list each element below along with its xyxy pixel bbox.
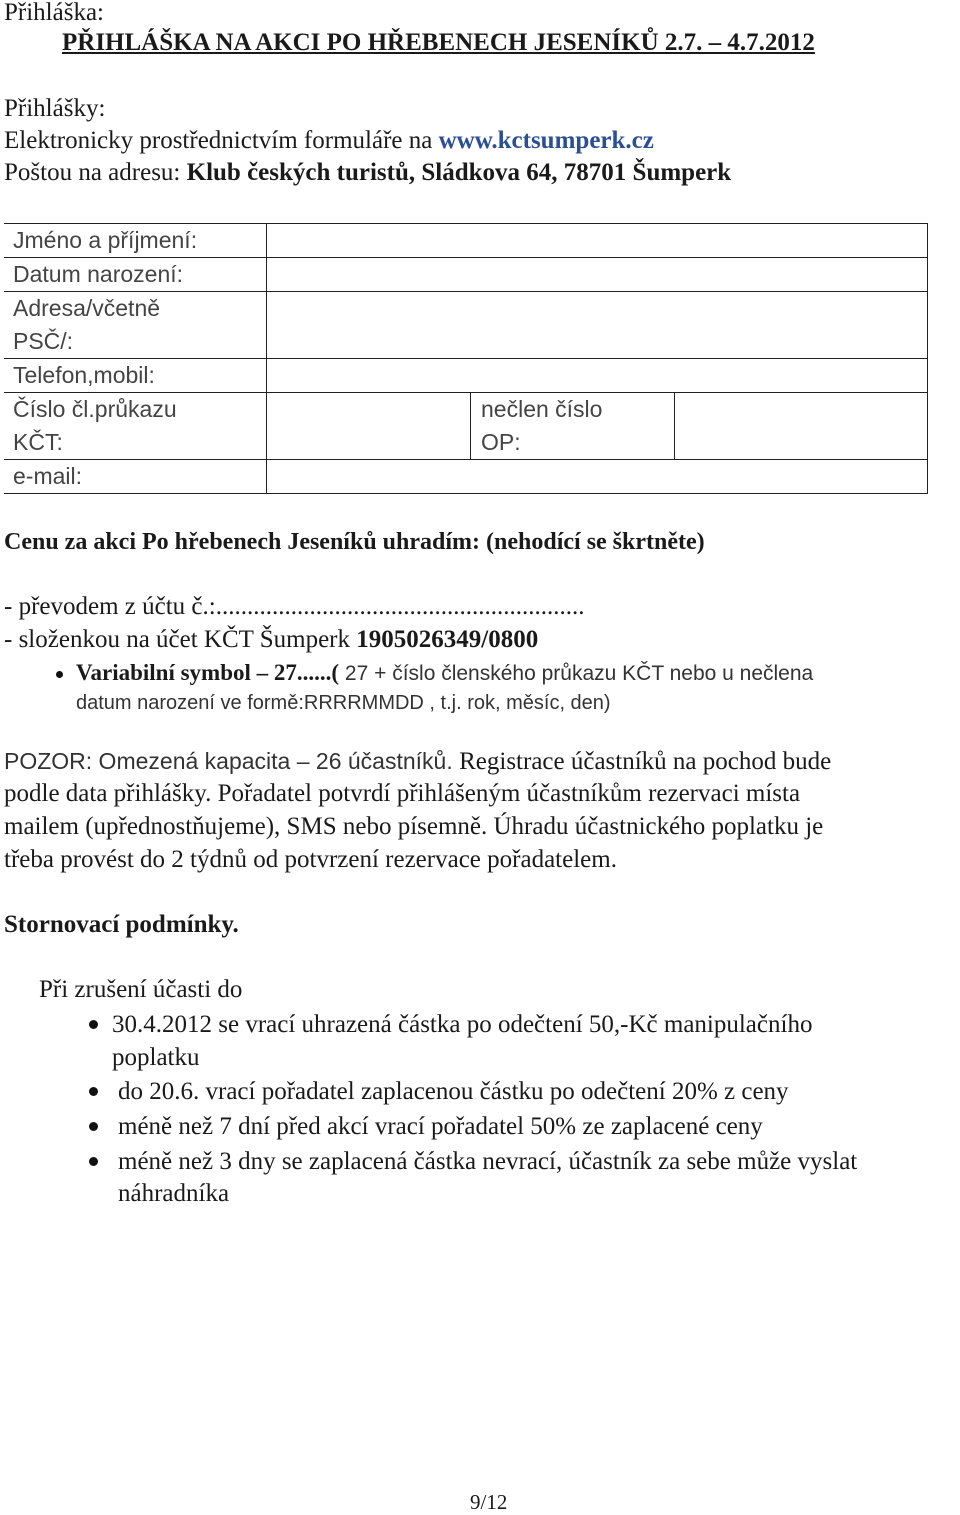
card-field[interactable] xyxy=(267,393,471,460)
storno-intro: Při zrušení účasti do xyxy=(39,976,243,1003)
card-label-line2: KČT: xyxy=(13,429,63,455)
address-label-line1: Adresa/včetně xyxy=(13,295,161,321)
post-prefix: Poštou na adresu: xyxy=(4,159,187,186)
birth-field[interactable] xyxy=(267,258,928,292)
bullet-icon xyxy=(89,1087,98,1096)
payment-heading: Cenu za akci Po hřebenech Jeseníků uhradím: (nehodící se škrtněte) xyxy=(4,529,705,555)
slip-prefix: - složenkou na účet KČT Šumperk xyxy=(4,626,357,653)
nonmember-op-field[interactable] xyxy=(675,393,928,460)
vs-line2: datum narození ve formě:RRRRMMDD , t.j. rok, měsíc, den) xyxy=(76,692,611,714)
website-link[interactable]: www.kctsumperk.cz xyxy=(438,127,654,154)
page-title: PŘIHLÁŠKA NA AKCI PO HŘEBENECH JESENÍKŮ 2.7. – 4.7.2012 xyxy=(62,29,815,56)
nonmember-label-line1: nečlen číslo xyxy=(481,396,603,422)
label-prihlaska: Přihláška: xyxy=(4,0,104,26)
storno-heading: Stornovací podmínky. xyxy=(4,911,239,938)
storno-item-1-cont: poplatku xyxy=(112,1044,200,1071)
storno-item-4: méně než 3 dny se zaplacená částka nevrací, účastník za sebe může vyslat xyxy=(118,1148,858,1175)
vs-bold: Variabilní symbol – 27......( xyxy=(76,660,340,685)
storno-item-2: do 20.6. vrací pořadatel zaplacenou částku po odečtení 20% z ceny xyxy=(118,1078,789,1105)
address-label xyxy=(4,292,267,359)
vs-rest: 27 + číslo členského průkazu KČT nebo u nečlena xyxy=(339,662,814,685)
vs-line xyxy=(76,658,813,689)
payment-transfer: - převodem z účtu č.:........................................................... xyxy=(4,593,585,620)
name-field[interactable] xyxy=(267,224,928,258)
notice-line2: podle data přihlášky. Pořadatel potvrdí přihlášeným účastníkům rezervaci místa xyxy=(4,780,801,807)
bullet-icon xyxy=(89,1020,98,1029)
payment-slip xyxy=(4,625,538,655)
notice-capacity: POZOR: Omezená kapacita – 26 účastníků. xyxy=(4,748,460,774)
post-address: Klub českých turistů, Sládkova 64, 78701 Šumperk xyxy=(186,159,732,186)
slip-account: 1905026349/0800 xyxy=(356,626,539,653)
notice-registration: Registrace účastníků na pochod bude xyxy=(459,748,832,775)
phone-field[interactable] xyxy=(267,359,928,393)
registration-form-table xyxy=(4,223,928,494)
electronic-line xyxy=(4,126,654,156)
phone-label: Telefon,mobil: xyxy=(4,359,267,393)
address-field[interactable] xyxy=(267,292,928,359)
storno-item-3: méně než 7 dní před akcí vrací pořadatel 50% ze zaplacené ceny xyxy=(118,1113,763,1140)
nonmember-label-line2: OP: xyxy=(481,429,521,455)
bullet-icon xyxy=(89,1157,98,1166)
card-label xyxy=(4,393,267,460)
bullet-icon xyxy=(56,671,63,678)
page-number: 9/12 xyxy=(470,1490,508,1514)
birth-label: Datum narození: xyxy=(4,258,267,292)
label-prihlasky: Přihlášky: xyxy=(4,95,106,122)
storno-item-4-cont: náhradníka xyxy=(118,1180,230,1207)
notice-line4: třeba provést do 2 týdnů od potvrzení rezervace pořadatelem. xyxy=(4,846,617,873)
electronic-prefix: Elektronicky prostřednictvím formuláře na xyxy=(4,127,439,154)
storno-item-1: 30.4.2012 se vrací uhrazená částka po odečtení 50,-Kč manipulačního xyxy=(112,1011,813,1038)
address-label-line2: PSČ/: xyxy=(13,328,74,354)
notice-line1 xyxy=(4,746,831,777)
notice-line3: mailem (upřednostňujeme), SMS nebo písemně. Úhradu účastnického poplatku je xyxy=(4,813,824,840)
post-line xyxy=(4,158,731,188)
name-label: Jméno a příjmení: xyxy=(4,224,267,258)
bullet-icon xyxy=(89,1122,98,1131)
email-label: e-mail: xyxy=(4,460,267,494)
nonmember-label xyxy=(471,393,675,460)
email-field[interactable] xyxy=(267,460,928,494)
card-label-line1: Číslo čl.průkazu xyxy=(13,396,177,422)
